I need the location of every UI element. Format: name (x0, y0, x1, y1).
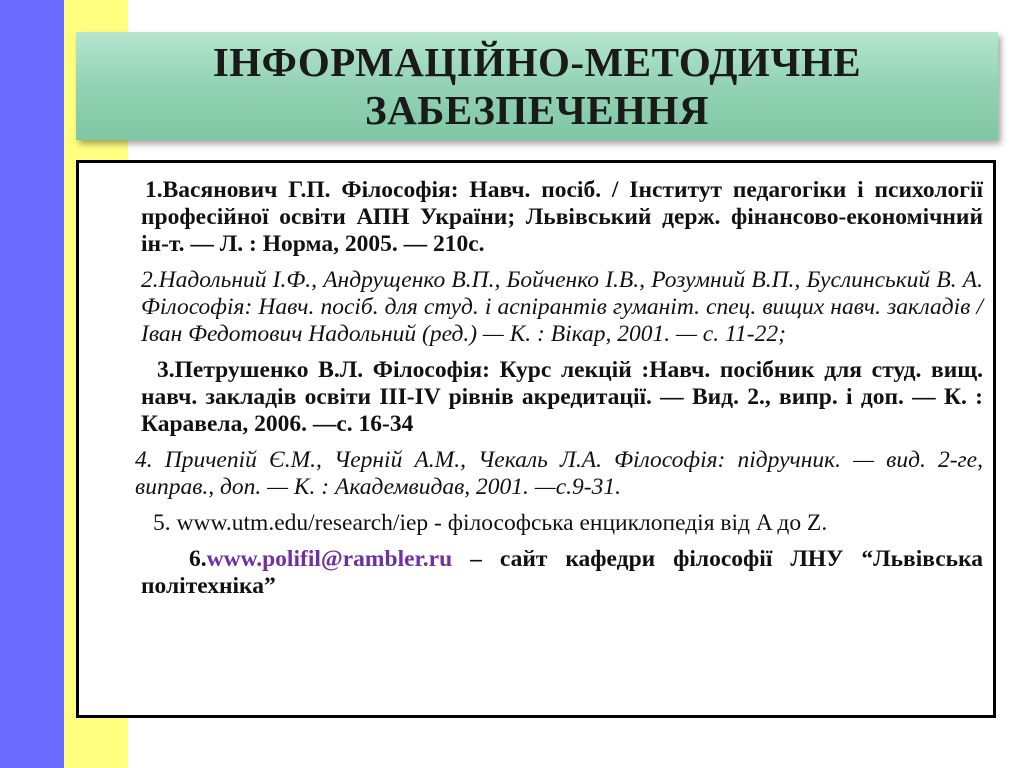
title-line-1: ІНФОРМАЦІЙНО-МЕТОДИЧНЕ (212, 39, 862, 85)
references-box (76, 160, 996, 718)
title-line-2: ЗАБЕЗПЕЧЕННЯ (365, 87, 709, 133)
reference-item-6 (141, 546, 983, 600)
email-link[interactable]: www.polifil@rambler.ru (206, 546, 453, 572)
title-banner (76, 32, 998, 140)
reference-item-1: 1.Васянович Г.П. Філософія: Навч. посіб. / Інститут педагогіки і психології професійної освіти АПН України; Львівський держ. фінансово-економічний ін-т. — Л. : Норма, 2005. — 210с. (141, 177, 983, 257)
left-blue-stripe (0, 0, 64, 768)
reference-item-6-prefix: 6. (189, 546, 207, 572)
reference-item-5: 5. www.utm.edu/research/iep - філософська енциклопедія від A до Z. (153, 510, 828, 536)
reference-item-2: 2.Надольний І.Ф., Андрущенко В.П., Бойченко І.В., Розумний В.П., Буслинський В. А. Філософія: Навч. посіб. для студ. і аспірантів гуманіт. спец. вищих навч. закладів / Іван Федотович Надольний (ред.) — К. : Вікар, 2001. — с. 11-22; (141, 267, 983, 347)
reference-item-3: 3.Петрушенко В.Л. Філософія: Курс лекцій :Навч. посібник для студ. вищ. навч. закладів освіти III-IV рівнів акредитації. — Вид. 2., випр. і доп. — К. : Каравела, 2006. —с. 16-34 (141, 357, 983, 437)
reference-item-6-suffix: – сайт кафедри філософії ЛНУ “Львівська політехніка” (141, 546, 983, 599)
reference-item-4: 4. Причепій Є.М., Черній А.М., Чекаль Л.А. Філософія: підручник. — вид. 2-ге, виправ., доп. — К. : Академвидав, 2001. —с.9-31. (135, 447, 983, 500)
